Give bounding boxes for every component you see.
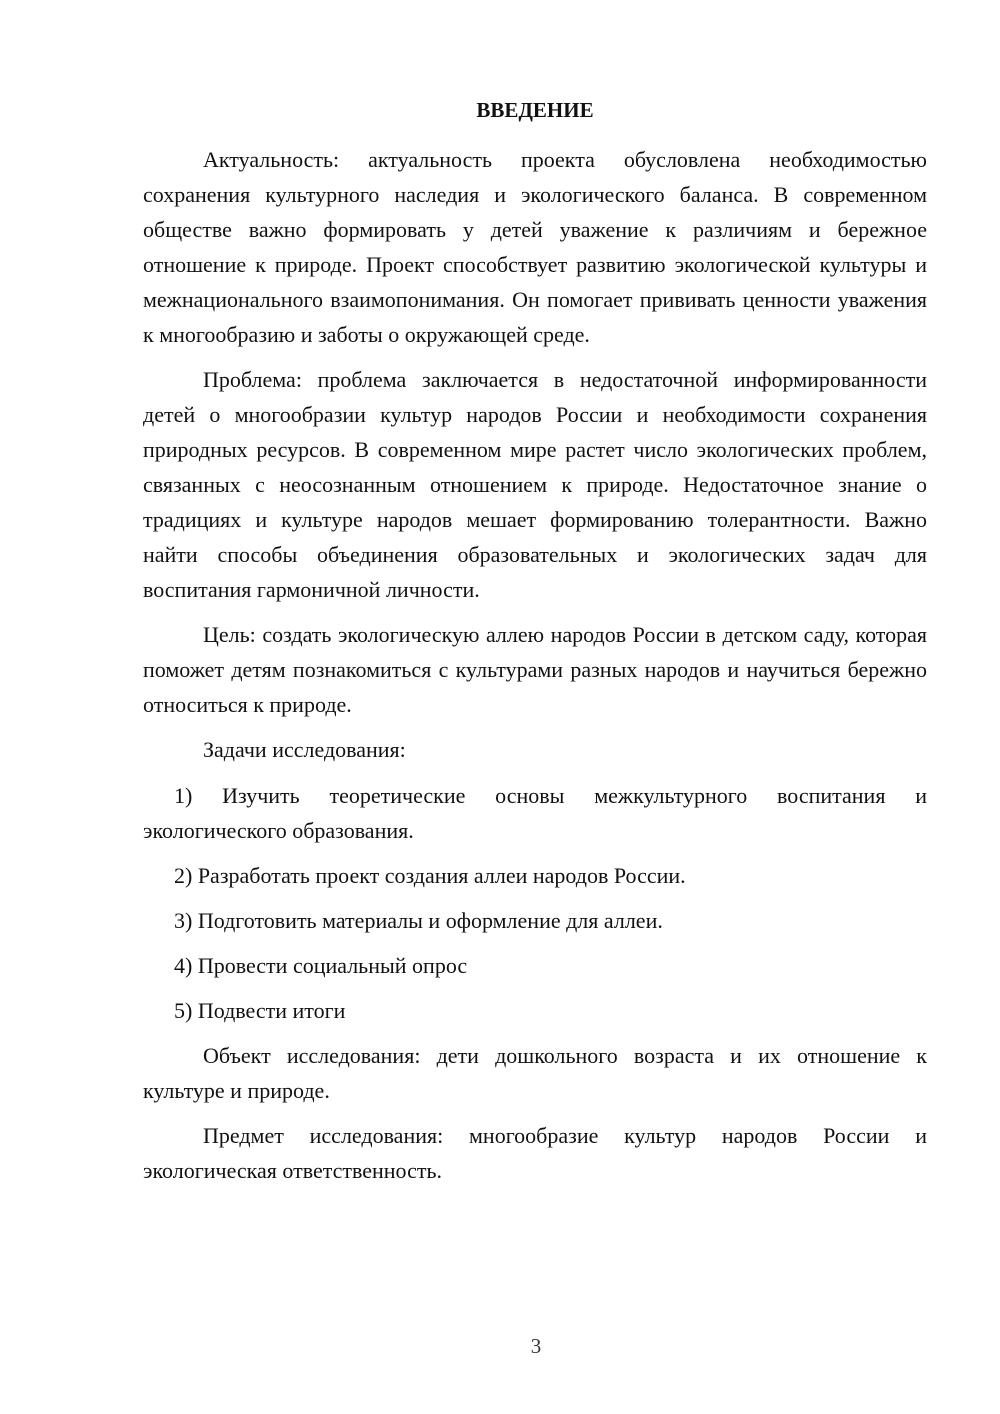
tasks-heading: Задачи исследования: [203,737,406,762]
page-content [143,94,927,1198]
task-item-4: 4) Провести социальный опрос [174,953,468,978]
tasks-list [143,778,927,1028]
problem-paragraph: Проблема: проблема заключается в недостаточной информированности детей о многообразии культур народов России и необходимости сохранения природных ресурсов. В современном мире растет число экологических проблем, связанных с неосознанным отношением к природе. Недостаточное знание о традициях и культуре народов мешает формированию толерантности. Важно найти способы объединения образовательных и экологических задач для воспитания гармоничной личности. [143,367,927,602]
task-item-5: 5) Подвести итоги [174,998,346,1023]
task-item-1: 1) Изучить теоретические основы межкультурного воспитания и экологического образования. [143,783,927,843]
relevance-paragraph: Актуальность: актуальность проекта обусловлена необходимостью сохранения культурного наследия и экологического баланса. В современном обществе важно формировать у детей уважение к различиям и бережное отношение к природе. Проект способствует развитию экологической культуры и межнационального взаимопонимания. Он помогает прививать ценности уважения к многообразию и заботы о окружающей среде. [143,147,927,347]
goal-paragraph: Цель: создать экологическую аллею народов России в детском саду, которая поможет детям познакомиться с культурами разных народов и научиться бережно относиться к природе. [143,622,927,717]
task-item-2: 2) Разработать проект создания аллеи народов России. [174,863,686,888]
section-title: ВВЕДЕНИЕ [476,98,594,122]
page-number: 3 [530,1334,542,1358]
subject-paragraph: Предмет исследования: многообразие культур народов России и экологическая ответственность. [143,1123,927,1183]
object-paragraph: Объект исследования: дети дошкольного возраста и их отношение к культуре и природе. [143,1043,927,1103]
task-item-3: 3) Подготовить материалы и оформление для аллеи. [174,908,663,933]
